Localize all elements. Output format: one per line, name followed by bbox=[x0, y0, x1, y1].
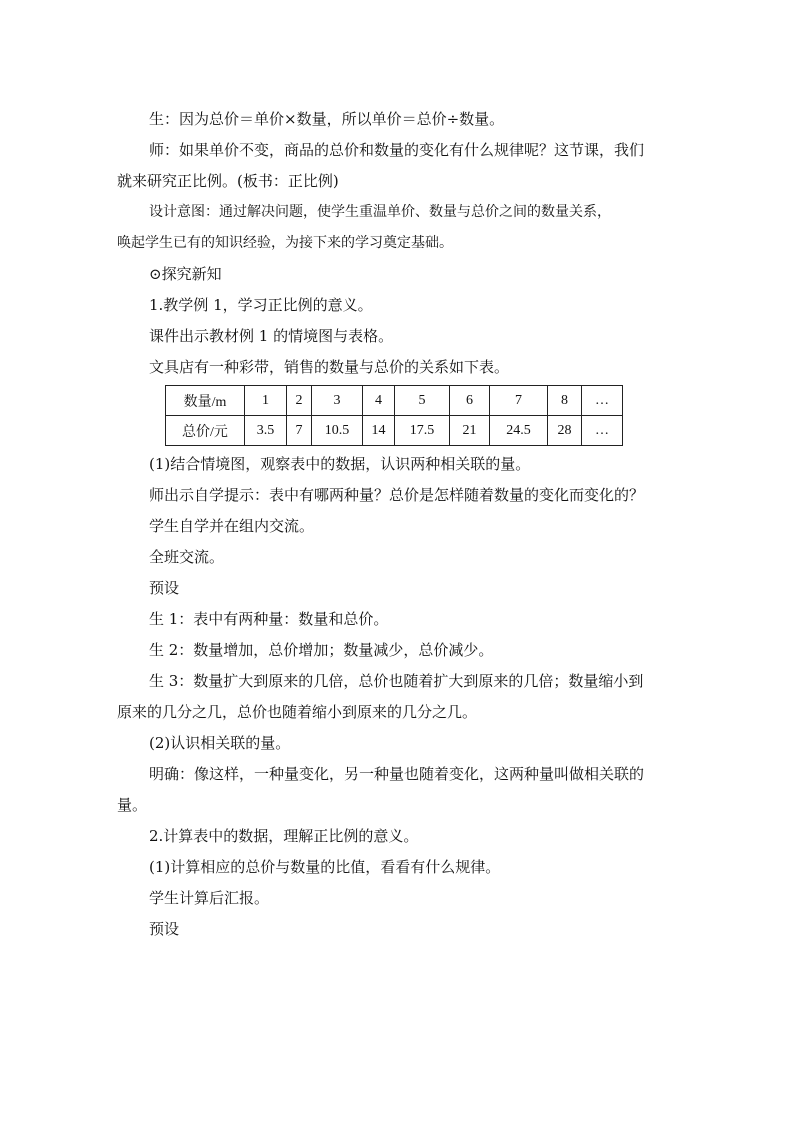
document-page bbox=[117, 104, 677, 945]
paragraph-report: 学生计算后汇报。 bbox=[149, 889, 270, 907]
paragraph-preset: 预设 bbox=[149, 579, 180, 597]
paragraph-student-2: 生 2：数量增加，总价增加；数量减少，总价减少。 bbox=[149, 641, 494, 659]
paragraph-table-intro: 文具店有一种彩带，销售的数量与总价的关系如下表。 bbox=[149, 358, 510, 376]
paragraph-design-intent-line2: 唤起学生已有的知识经验，为接下来的学习奠定基础。 bbox=[117, 235, 453, 251]
paragraph-design-intent-line1: 设计意图：通过解决问题，使学生重温单价、数量与总价之间的数量关系， bbox=[149, 204, 611, 220]
table-cell: 2 bbox=[287, 386, 312, 416]
paragraph-group-discussion: 学生自学并在组内交流。 bbox=[149, 517, 315, 535]
paragraph-preset-2: 预设 bbox=[149, 920, 180, 938]
quantity-price-table bbox=[165, 385, 623, 446]
paragraph-courseware: 课件出示教材例 1 的情境图与表格。 bbox=[149, 327, 394, 345]
table-cell: 17.5 bbox=[395, 416, 450, 446]
table-cell: 24.5 bbox=[490, 416, 548, 446]
paragraph-class-discussion: 全班交流。 bbox=[149, 548, 225, 566]
paragraph-clarify-line1: 明确：像这样，一种量变化，另一种量也随着变化，这两种量叫做相关联的 bbox=[149, 765, 645, 783]
paragraph-teacher-question-line2: 就来研究正比例。(板书：正比例) bbox=[117, 172, 339, 190]
table-cell: 7 bbox=[287, 416, 312, 446]
table-cell: 7 bbox=[490, 386, 548, 416]
table-cell: 10.5 bbox=[312, 416, 363, 446]
table-cell: 3 bbox=[312, 386, 363, 416]
table-row bbox=[166, 386, 623, 416]
paragraph-compute-ratio: (1)计算相应的总价与数量的比值，看看有什么规律。 bbox=[149, 858, 501, 876]
paragraph-student-3-line2: 原来的几分之几，总价也随着缩小到原来的几分之几。 bbox=[117, 703, 478, 721]
section-heading: ⊙探究新知 bbox=[149, 265, 222, 283]
paragraph-teacher-question-line1: 师：如果单价不变，商品的总价和数量的变化有什么规律呢？这节课，我们 bbox=[149, 141, 645, 159]
table-cell: 3.5 bbox=[245, 416, 287, 446]
table-cell: 4 bbox=[363, 386, 395, 416]
table-cell: 14 bbox=[363, 416, 395, 446]
paragraph-related-quantities: (2)认识相关联的量。 bbox=[149, 734, 291, 752]
table-cell: 数量/m bbox=[166, 386, 245, 416]
paragraph-student-3-line1: 生 3：数量扩大到原来的几倍，总价也随着扩大到原来的几倍；数量缩小到 bbox=[149, 672, 644, 690]
paragraph-student-answer: 生：因为总价＝单价×数量，所以单价＝总价÷数量。 bbox=[149, 110, 505, 128]
table-row bbox=[166, 416, 623, 446]
table-cell: 6 bbox=[450, 386, 490, 416]
paragraph-self-study-hint: 师出示自学提示：表中有哪两种量？总价是怎样随着数量的变化而变化的？ bbox=[149, 486, 645, 504]
table-cell: 8 bbox=[548, 386, 582, 416]
table-cell: … bbox=[582, 416, 623, 446]
table-cell: 21 bbox=[450, 416, 490, 446]
table-cell: 28 bbox=[548, 416, 582, 446]
table-cell: 5 bbox=[395, 386, 450, 416]
table-cell: … bbox=[582, 386, 623, 416]
paragraph-student-1: 生 1：表中有两种量：数量和总价。 bbox=[149, 610, 389, 628]
paragraph-clarify-line2: 量。 bbox=[117, 796, 148, 814]
paragraph-compute-data: 2.计算表中的数据，理解正比例的意义。 bbox=[149, 827, 419, 845]
paragraph-observe: (1)结合情境图，观察表中的数据，认识两种相关联的量。 bbox=[149, 455, 531, 473]
table-cell: 总价/元 bbox=[166, 416, 245, 446]
paragraph-example-1: 1.教学例 1，学习正比例的意义。 bbox=[149, 296, 373, 314]
table-cell: 1 bbox=[245, 386, 287, 416]
